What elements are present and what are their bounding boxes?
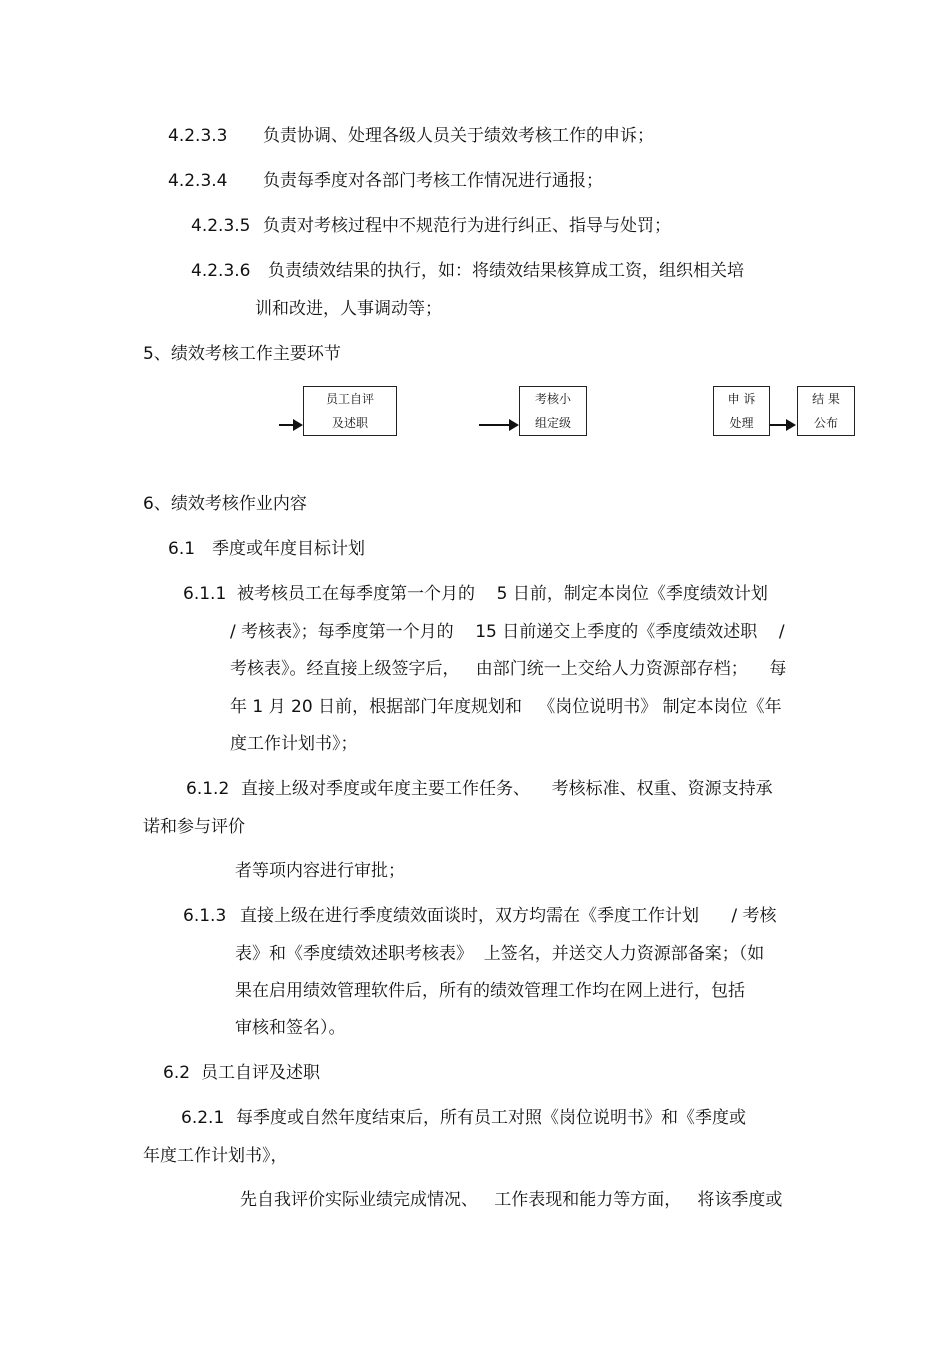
item-4236-text: 负责绩效结果的执行，如：将绩效结果核算成工资，组织相关培 xyxy=(268,261,744,281)
flow-box-self-review xyxy=(303,386,397,436)
item-4233-number: 4.2.3.3 xyxy=(168,126,228,146)
flow-box-group-rating-line1: 考核小 xyxy=(534,392,571,406)
section-6-1-3-line: 表》和《季度绩效述职考核表》 上签名，并送交人力资源部备案；（如 xyxy=(235,944,765,964)
section-6-1-1-line: 年 1 月 20 日前，根据部门年度规划和 《岗位说明书》 制定本岗位《年 xyxy=(230,697,782,717)
section-6-1-2-line: 诺和参与评价 xyxy=(143,817,245,837)
arrow-to-publish xyxy=(770,424,794,426)
flow-box-appeal-line1: 申 诉 xyxy=(727,392,756,406)
section-6-1-3-line: 直接上级在进行季度绩效面谈时，双方均需在《季度工作计划 / 考核 xyxy=(240,906,777,926)
flow-box-self-review-line2: 及述职 xyxy=(331,416,368,430)
section-6-1-2-number: 6.1.2 xyxy=(186,779,230,799)
section-6-2-1-number: 6.2.1 xyxy=(181,1108,225,1128)
section-5-heading: 5、绩效考核工作主要环节 xyxy=(143,344,341,364)
item-4234-text: 负责每季度对各部门考核工作情况进行通报； xyxy=(263,171,603,191)
section-6-1-number: 6.1 xyxy=(168,539,196,559)
arrow-to-self-review xyxy=(279,424,301,426)
item-4235-text: 负责对考核过程中不规范行为进行纠正、指导与处罚； xyxy=(263,216,671,236)
section-6-2-title: 员工自评及述职 xyxy=(201,1063,320,1083)
item-4236-number: 4.2.3.6 xyxy=(191,261,251,281)
section-6-2-number: 6.2 xyxy=(163,1063,191,1083)
item-4235-number: 4.2.3.5 xyxy=(191,216,251,236)
flow-box-group-rating-line2: 组定级 xyxy=(534,416,571,430)
section-6-1-3-line: 果在启用绩效管理软件后，所有的绩效管理工作均在网上进行，包括 xyxy=(235,981,745,1001)
item-4234-number: 4.2.3.4 xyxy=(168,171,228,191)
section-6-2-1-line: 每季度或自然年度结束后，所有员工对照《岗位说明书》和《季度或 xyxy=(236,1108,746,1128)
section-6-1-1-line: 度工作计划书》； xyxy=(230,734,358,754)
section-6-1-1-line: 被考核员工在每季度第一个月的 5 日前，制定本岗位《季度绩效计划 xyxy=(237,584,768,604)
flow-box-appeal xyxy=(713,386,770,436)
section-6-1-1-number: 6.1.1 xyxy=(183,584,227,604)
flow-box-group-rating xyxy=(519,386,587,436)
section-6-1-2-line: 者等项内容进行审批； xyxy=(235,861,405,881)
flow-box-self-review-line1: 员工自评 xyxy=(325,392,374,406)
section-6-1-3-line: 审核和签名）。 xyxy=(235,1018,346,1038)
flow-box-appeal-line2: 处理 xyxy=(729,416,754,430)
flow-box-publish-line2: 公布 xyxy=(813,416,838,430)
section-6-1-3-number: 6.1.3 xyxy=(183,906,227,926)
section-6-1-2-line: 直接上级对季度或年度主要工作任务、 考核标准、权重、资源支持承 xyxy=(241,779,773,799)
section-6-heading: 6、绩效考核作业内容 xyxy=(143,494,307,514)
section-6-1-1-line: 考核表》。经直接上级签字后， 由部门统一上交给人力资源部存档； 每 xyxy=(230,659,787,679)
flow-box-publish-line1: 结 果 xyxy=(812,392,840,406)
item-4233-text: 负责协调、处理各级人员关于绩效考核工作的申诉； xyxy=(263,126,654,146)
flow-box-publish xyxy=(797,386,855,436)
section-6-1-1-line: / 考核表》；每季度第一个月的 15 日前递交上季度的《季度绩效述职 / xyxy=(230,622,785,642)
section-6-2-1-line: 年度工作计划书》， xyxy=(143,1146,288,1166)
section-6-2-1-line: 先自我评价实际业绩完成情况、 工作表现和能力等方面， 将该季度或 xyxy=(240,1190,783,1210)
item-4236-continuation: 训和改进，人事调动等； xyxy=(255,299,442,319)
arrow-to-group-rating xyxy=(479,424,517,426)
section-6-1-title: 季度或年度目标计划 xyxy=(212,539,365,559)
